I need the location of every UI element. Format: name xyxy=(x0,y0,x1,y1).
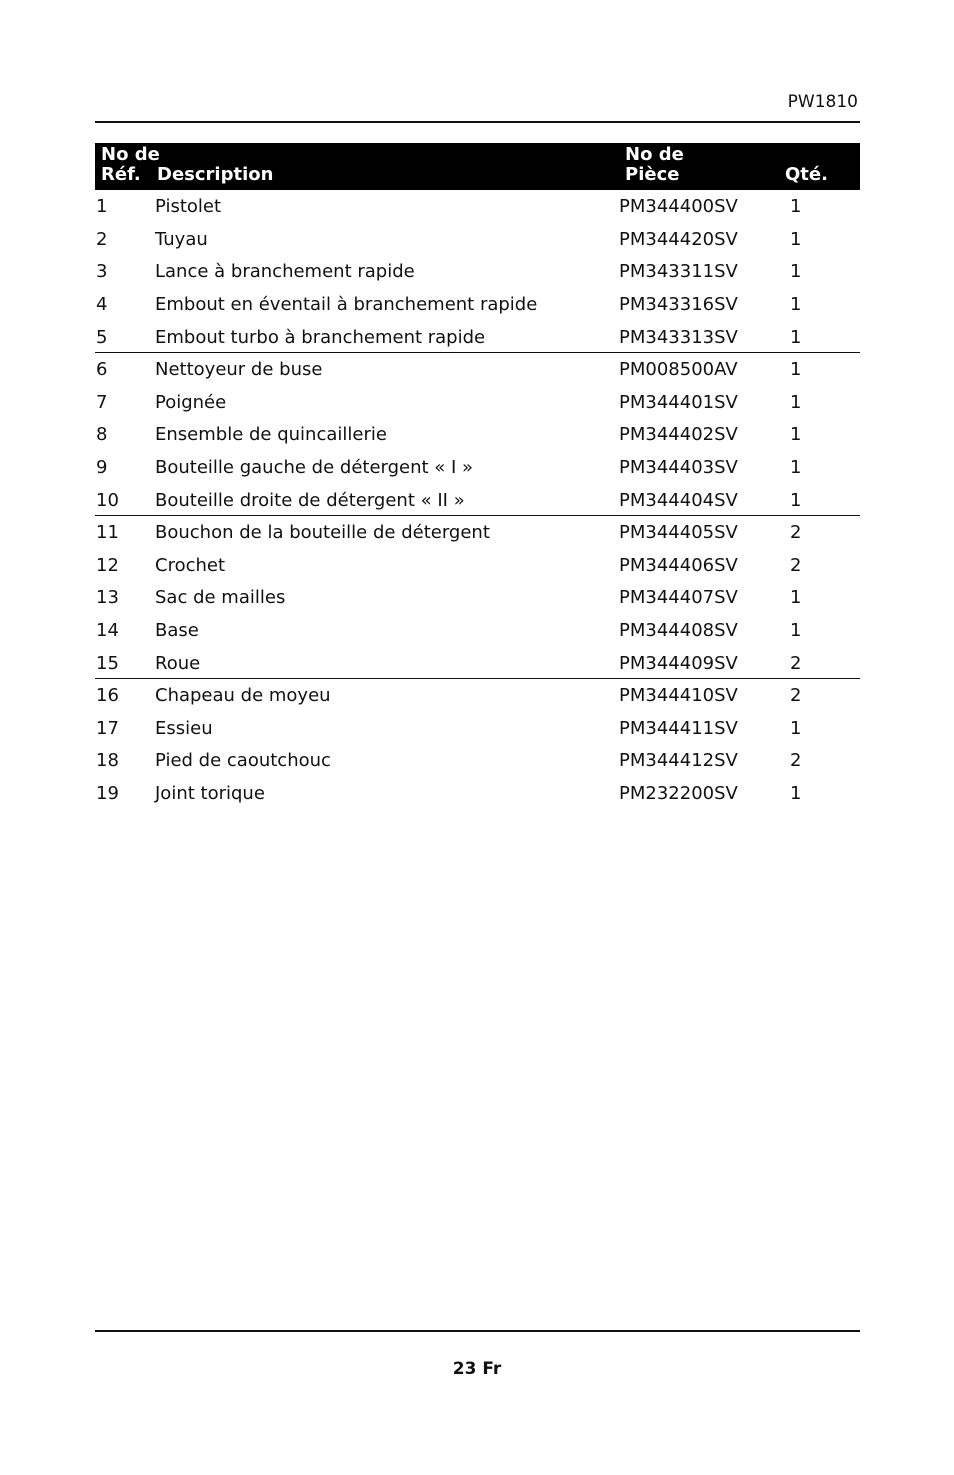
quantity-cell: 1 xyxy=(790,587,802,609)
part-number-cell: PM344405SV xyxy=(619,521,738,543)
ref-cell: 16 xyxy=(96,684,119,706)
ref-cell: 14 xyxy=(96,619,119,641)
description-cell: Sac de mailles xyxy=(155,587,286,609)
ref-cell: 5 xyxy=(96,326,108,348)
ref-cell: 1 xyxy=(96,196,108,217)
part-number-cell: PM344407SV xyxy=(619,587,738,609)
description-cell: Embout turbo à branchement rapide xyxy=(155,326,486,348)
parts-table xyxy=(95,143,860,810)
quantity-cell: 2 xyxy=(790,554,802,576)
table-row xyxy=(95,516,860,549)
part-number-cell: PM343316SV xyxy=(619,294,738,316)
part-number-cell: PM344402SV xyxy=(619,424,738,446)
ref-cell: 6 xyxy=(96,358,108,380)
ref-cell: 8 xyxy=(96,424,108,446)
description-cell: Chapeau de moyeu xyxy=(155,684,331,706)
description-cell: Tuyau xyxy=(155,228,208,250)
ref-cell: 17 xyxy=(96,717,119,739)
ref-cell: 3 xyxy=(96,261,108,283)
description-cell: Crochet xyxy=(155,554,226,576)
table-row xyxy=(95,288,860,321)
ref-cell: 11 xyxy=(96,521,119,543)
ref-cell: 18 xyxy=(96,750,119,772)
bottom-divider xyxy=(95,1330,860,1332)
quantity-cell: 1 xyxy=(790,717,802,739)
description-cell: Joint torique xyxy=(155,782,265,804)
part-number-cell: PM344410SV xyxy=(619,684,738,706)
description-cell: Roue xyxy=(155,652,201,674)
description-cell: Essieu xyxy=(155,717,213,739)
ref-cell: 13 xyxy=(96,587,119,609)
table-row xyxy=(95,744,860,777)
quantity-cell: 1 xyxy=(790,196,802,217)
quantity-cell: 2 xyxy=(790,521,802,543)
part-number-cell: PM232200SV xyxy=(619,782,738,804)
description-cell: Embout en éventail à branchement rapide xyxy=(155,294,538,316)
part-number-cell: PM344403SV xyxy=(619,457,738,478)
table-row xyxy=(95,484,860,516)
part-number-cell: PM344400SV xyxy=(619,196,738,217)
table-row xyxy=(95,581,860,614)
part-number-cell: PM344412SV xyxy=(619,750,738,772)
quantity-cell: 1 xyxy=(790,326,802,348)
ref-cell: 12 xyxy=(96,554,119,576)
table-row xyxy=(95,451,860,484)
table-header xyxy=(95,143,860,190)
part-number-cell: PM343313SV xyxy=(619,326,738,348)
table-row xyxy=(95,712,860,745)
top-divider xyxy=(95,121,860,123)
description-cell: Pied de caoutchouc xyxy=(155,750,331,772)
model-number: PW1810 xyxy=(787,92,858,112)
header-qty: Qté. xyxy=(785,164,828,185)
quantity-cell: 1 xyxy=(790,228,802,250)
part-number-cell: PM344409SV xyxy=(619,652,738,674)
header-ref xyxy=(101,145,160,185)
table-row xyxy=(95,321,860,353)
table-row xyxy=(95,353,860,386)
quantity-cell: 1 xyxy=(790,782,802,804)
description-cell: Bouteille gauche de détergent « I » xyxy=(155,457,474,478)
part-number-cell: PM344408SV xyxy=(619,619,738,641)
ref-cell: 15 xyxy=(96,652,119,674)
quantity-cell: 2 xyxy=(790,652,802,674)
table-row xyxy=(95,255,860,288)
page-number: 23 Fr xyxy=(452,1359,502,1379)
quantity-cell: 1 xyxy=(790,294,802,316)
ref-cell: 2 xyxy=(96,228,108,250)
description-cell: Nettoyeur de buse xyxy=(155,358,323,380)
part-number-cell: PM344406SV xyxy=(619,554,738,576)
header-description: Description xyxy=(157,164,274,185)
description-cell: Bouchon de la bouteille de détergent xyxy=(155,521,490,543)
description-cell: Base xyxy=(155,619,199,641)
table-row xyxy=(95,549,860,582)
quantity-cell: 1 xyxy=(790,424,802,446)
header-part-line1: No de xyxy=(625,144,684,165)
description-cell: Lance à branchement rapide xyxy=(155,261,415,283)
quantity-cell: 1 xyxy=(790,391,802,413)
part-number-cell: PM344420SV xyxy=(619,228,738,250)
table-row xyxy=(95,679,860,712)
ref-cell: 19 xyxy=(96,782,119,804)
quantity-cell: 2 xyxy=(790,750,802,772)
part-number-cell: PM343311SV xyxy=(619,261,738,283)
header-part xyxy=(625,145,684,185)
table-row xyxy=(95,223,860,256)
quantity-cell: 2 xyxy=(790,684,802,706)
part-number-cell: PM344411SV xyxy=(619,717,738,739)
quantity-cell: 1 xyxy=(790,619,802,641)
table-row xyxy=(95,647,860,679)
ref-cell: 9 xyxy=(96,457,108,478)
ref-cell: 10 xyxy=(96,489,119,511)
table-row xyxy=(95,190,860,223)
table-row xyxy=(95,418,860,451)
header-ref-line2: Réf. xyxy=(101,164,141,185)
header-ref-line1: No de xyxy=(101,144,160,165)
quantity-cell: 1 xyxy=(790,358,802,380)
table-row xyxy=(95,614,860,647)
quantity-cell: 1 xyxy=(790,261,802,283)
table-row xyxy=(95,777,860,810)
description-cell: Ensemble de quincaillerie xyxy=(155,424,387,446)
table-body xyxy=(95,190,860,810)
description-cell: Poignée xyxy=(155,391,227,413)
description-cell: Pistolet xyxy=(155,196,222,217)
quantity-cell: 1 xyxy=(790,457,802,478)
ref-cell: 7 xyxy=(96,391,108,413)
ref-cell: 4 xyxy=(96,294,108,316)
header-part-line2: Pièce xyxy=(625,164,680,185)
part-number-cell: PM008500AV xyxy=(619,358,738,380)
part-number-cell: PM344404SV xyxy=(619,489,738,511)
description-cell: Bouteille droite de détergent « II » xyxy=(155,489,465,511)
table-row xyxy=(95,386,860,419)
quantity-cell: 1 xyxy=(790,489,802,511)
part-number-cell: PM344401SV xyxy=(619,391,738,413)
